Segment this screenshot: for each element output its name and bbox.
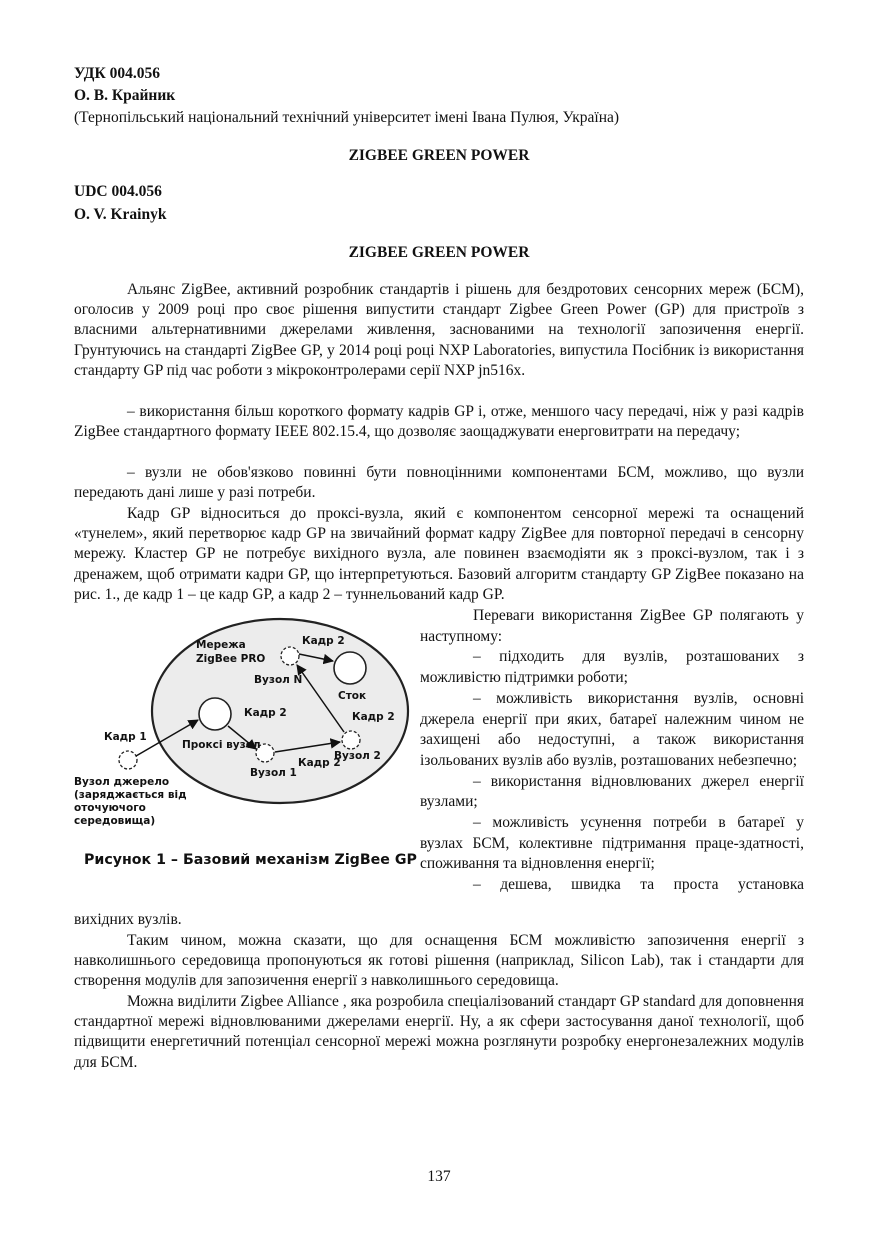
paragraph-conclusion: Таким чином, можна сказати, що для оснащення БСМ можливістю запозичення енергії з навколишнього середовища пропонуються як готові рішення (наприклад, Silicon Lab), так і стандарти для створення модулів для запозичення енергії з навколишнього середовища. bbox=[74, 932, 804, 990]
title-en: ZIGBEE GREEN POWER bbox=[348, 244, 530, 261]
label-frame2-top: Кадр 2 bbox=[302, 635, 345, 647]
label-network-2: ZigBee PRO bbox=[196, 653, 266, 665]
label-source-4: середовища) bbox=[74, 815, 156, 827]
figure-zigbee-gp bbox=[74, 616, 417, 878]
label-frame2-bottom: Кадр 2 bbox=[298, 757, 341, 769]
advantage-5-continuation: вихідних вузлів. bbox=[74, 911, 182, 928]
label-frame2-mid: Кадр 2 bbox=[244, 707, 287, 719]
udc-ua: УДК 004.056 bbox=[74, 65, 160, 82]
label-frame2-right: Кадр 2 bbox=[352, 711, 395, 723]
paper-page bbox=[74, 0, 804, 1240]
advantage-3: – використання відновлюваних джерел енергії вузлами; bbox=[420, 772, 804, 811]
label-proxy: Проксі вузол bbox=[182, 739, 261, 751]
sink-circle bbox=[334, 652, 366, 684]
figure-diagram bbox=[74, 616, 417, 878]
label-node1: Вузол 1 bbox=[250, 767, 297, 779]
label-source-1: Вузол джерело bbox=[74, 776, 170, 788]
author-en: O. V. Krainyk bbox=[74, 206, 167, 223]
author-ua: О. В. Крайник bbox=[74, 87, 176, 104]
paragraph-bullet-nodes: – вузли не обов'язково повинні бути повноцінними компонентами БСМ, можливо, що вузли передають дані лише у разі потреби. bbox=[74, 464, 804, 502]
page-number: 137 bbox=[427, 1168, 451, 1185]
source-node-circle bbox=[119, 751, 137, 769]
proxy-node-circle bbox=[199, 698, 231, 730]
advantages-intro: Переваги використання ZigBee GP полягають у наступному: bbox=[420, 607, 804, 645]
label-network-1: Мережа bbox=[196, 639, 246, 651]
node-2-circle bbox=[342, 731, 360, 749]
label-source-3: оточуючого bbox=[74, 802, 146, 814]
advantage-5: – дешева, швидка та проста установка bbox=[473, 876, 804, 894]
paragraph-gp-frame: Кадр GP відноситься до проксі-вузла, який є компонентом сенсорної мережі та оснащений «тунелем», який перетворює кадр GP на звичайний формат кадру ZigBee для повторної передачі в сенсорну мережу. Кластер GP не потребує вихідного вузла, але повинен взаємодіяти як з проксі-вузлом, так і з дренажем, щоб отримати кадри GP, що інтерпретуються. Базовий алгоритм стандарту GP ZigBee показано на рис. 1., де кадр 1 – це кадр GP, а кадр 2 – туннельований кадр GP. bbox=[74, 505, 804, 603]
advantage-1: – підходить для вузлів, розташованих з можливістю підтримки роботи; bbox=[420, 648, 804, 687]
label-source-2: (заряджається від bbox=[74, 789, 187, 801]
udc-en: UDC 004.056 bbox=[74, 183, 162, 200]
figure-caption: Рисунок 1 – Базовий механізм ZigBee GP bbox=[84, 852, 417, 868]
label-frame1: Кадр 1 bbox=[104, 731, 147, 743]
paragraph-bullet-short-frames: – використання більш короткого формату кадрів GP і, отже, меншого часу передачі, ніж у разі кадрів ZigBee стандартного формату IEEE 802.15.4, що дозволяє заощаджувати енерговитрати на передачу; bbox=[74, 403, 804, 441]
node-n-circle bbox=[281, 647, 299, 665]
paragraph-intro: Альянс ZigBee, активний розробник стандартів і рішень для бездротових сенсорних мереж (БСМ), оголосив у 2009 році про своє рішення випустити стандарт Zigbee Green Power (GP) для пристроїв з власними альтернативними джерелами живлення, заснованими на технології запозичення енергії. Грунтуючись на стандарті ZigBee GP, у 2014 році році NXP Laboratories, випустила Посібник із використання стандарту GP під час роботи з мікроконтролерами серії NXP jn516x. bbox=[74, 281, 804, 379]
advantages-column bbox=[420, 606, 804, 896]
label-node2: Вузол 2 bbox=[334, 750, 381, 762]
label-node-n: Вузол N bbox=[254, 674, 303, 686]
title-ua: ZIGBEE GREEN POWER bbox=[348, 147, 530, 164]
affiliation-ua: (Тернопільський національний технічний університет імені Івана Пулюя, Україна) bbox=[74, 109, 620, 126]
advantage-2: – можливість використання вузлів, основні джерела енергії при яких, батареї належним чином не захищені або недоступні, а також використання ізольованих вузлів або вузлів, розташованих небезпечно; bbox=[420, 689, 804, 769]
label-sink: Сток bbox=[338, 690, 367, 702]
advantage-4: – можливість усунення потреби в батареї у вузлах БСМ, колективне підтримання праце-здатності, споживання та відновлення енергії; bbox=[420, 814, 804, 873]
paragraph-alliance: Можна виділити Zigbee Alliance , яка розробила спеціалізований стандарт GP standard для доповнення стандартної мережі відновлюваними джерелами енергії. Ну, а як сфери застосування даної технології, щоб підвищити енергетичний потенціал сенсорної мережі можна розглянути розробку енергонезалежних модулів для БСМ. bbox=[74, 993, 804, 1071]
